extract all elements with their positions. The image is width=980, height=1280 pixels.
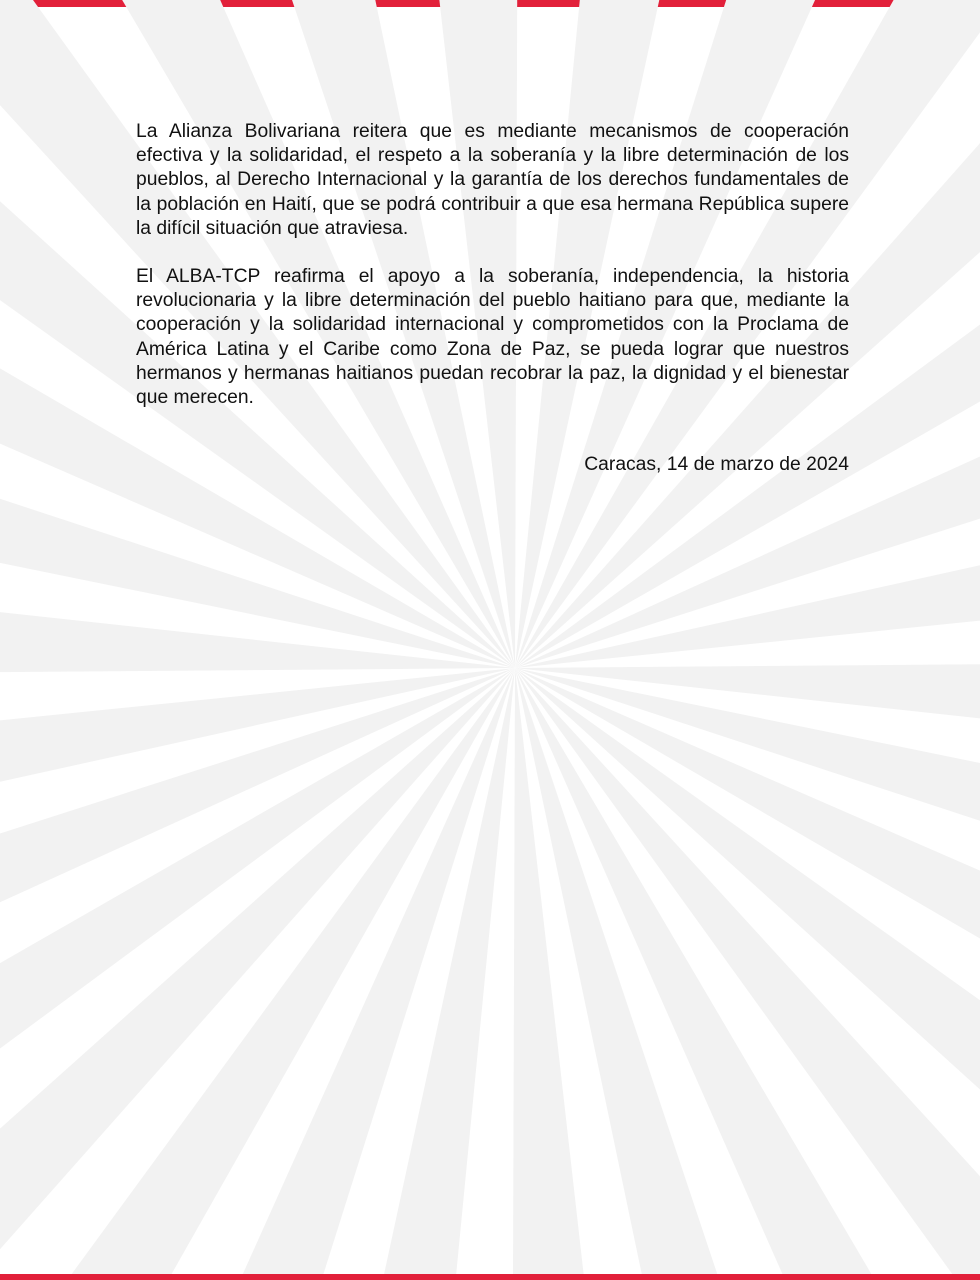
letter-body	[136, 120, 849, 477]
paragraph-cooperation: La Alianza Bolivariana reitera que es mediante mecanismos de cooperación efectiva y la solidaridad, el respeto a la soberanía y la libre determinación de los pueblos, al Derecho Internacional y la garantía de los derechos fundamentales de la población en Haití, que se podrá contribuir a que esa hermana República supere la difícil situación que atraviesa.	[136, 121, 849, 239]
place-date: Caracas, 14 de marzo de 2024	[584, 454, 849, 476]
paragraph-support-haiti: El ALBA-TCP reafirma el apoyo a la soberanía, independencia, la historia revolucionaria y la libre determinación del pueblo haitiano para que, mediante la cooperación y la solidaridad internacional y comprometidos con la Proclama de América Latina y el Caribe como Zona de Paz, se pueda lograr que nuestros hermanos y hermanas haitianos puedan recobrar la paz, la dignidad y el bienestar que merecen.	[136, 266, 849, 409]
bottom-accent-bar	[0, 1274, 980, 1280]
